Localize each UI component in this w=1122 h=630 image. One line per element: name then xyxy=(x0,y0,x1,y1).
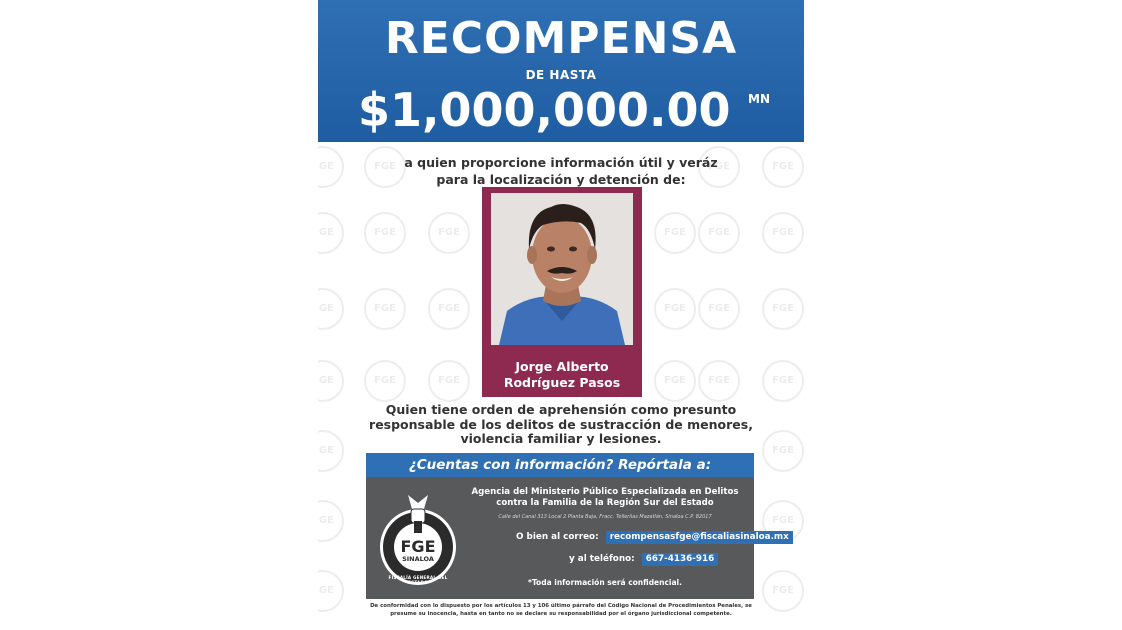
watermark-seal-icon xyxy=(318,212,344,254)
watermark-seal-icon xyxy=(698,360,740,402)
email-link[interactable]: recompensasfge@fiscaliasinaloa.mx xyxy=(606,531,793,544)
watermark-seal-icon xyxy=(318,288,344,330)
phone-row xyxy=(569,553,718,566)
watermark-seal-icon xyxy=(318,360,344,402)
seal-abbr: FGE xyxy=(400,537,436,556)
wanted-person-photo xyxy=(491,193,633,345)
name-line: Rodríguez Pasos xyxy=(503,375,621,390)
seal-state: SINALOA xyxy=(402,555,434,563)
agency-line: Agencia del Ministerio Público Especializada en Delitos xyxy=(471,487,739,497)
charge-line: responsable de los delitos de sustracción de menores, xyxy=(369,416,753,432)
watermark-seal-icon xyxy=(762,212,804,254)
legal-line: De conformidad con lo dispuesto por los artículos 13 y 106 último párrafo del Código Nacional de Procedimientos Penales, se xyxy=(370,603,752,609)
legal-disclaimer xyxy=(358,603,764,618)
confidential-note: *Toda información será confidencial. xyxy=(528,578,682,587)
email-label: O bien al correo: xyxy=(516,532,599,542)
intro-line: para la localización y detención de: xyxy=(436,172,686,187)
reward-poster xyxy=(318,0,804,630)
email-row xyxy=(516,531,793,544)
info-heading: ¿Cuentas con información? Repórtala a: xyxy=(366,453,754,477)
reward-subtitle: DE HASTA xyxy=(525,68,597,82)
watermark-seal-icon xyxy=(698,212,740,254)
charge-line: violencia familiar y lesiones. xyxy=(460,431,662,446)
wanted-photo-frame xyxy=(482,187,642,397)
reward-title: RECOMPENSA xyxy=(384,13,738,64)
watermark-seal-icon xyxy=(318,570,344,612)
watermark-seal-icon xyxy=(428,212,470,254)
reward-amount: $1,000,000.00 xyxy=(358,83,731,137)
watermark-seal-icon xyxy=(654,288,696,330)
agency-name xyxy=(466,487,744,509)
watermark-seal-icon xyxy=(364,212,406,254)
watermark-seal-icon xyxy=(364,288,406,330)
agency-line: contra la Familia de la Región Sur del Estado xyxy=(496,498,714,508)
watermark-seal-icon xyxy=(428,288,470,330)
fge-seal-logo xyxy=(378,491,458,587)
phone-link[interactable]: 667-4136-916 xyxy=(642,553,719,566)
watermark-seal-icon xyxy=(654,360,696,402)
reward-currency: MN xyxy=(748,92,770,106)
watermark-seal-icon xyxy=(654,212,696,254)
name-line: Jorge Alberto xyxy=(515,359,609,374)
legal-line: presume su inocencia, hasta en tanto no se declare su responsabilidad por el órgano jurisdiccional competente. xyxy=(390,610,732,617)
intro-text xyxy=(318,154,804,188)
watermark-seal-icon xyxy=(698,288,740,330)
wanted-person-name xyxy=(482,359,642,391)
phone-label: y al teléfono: xyxy=(569,554,635,564)
person-portrait-icon xyxy=(491,193,633,345)
watermark-seal-icon xyxy=(318,500,344,542)
charge-line: Quien tiene orden de aprehensión como presunto xyxy=(385,402,737,417)
watermark-seal-icon xyxy=(762,570,804,612)
watermark-seal-icon xyxy=(364,360,406,402)
watermark-seal-icon xyxy=(762,288,804,330)
seal-ring-text: FISCALÍA GENERAL DEL ESTADO xyxy=(388,575,448,585)
intro-line: a quien proporcione información útil y veráz xyxy=(404,155,718,170)
watermark-seal-icon xyxy=(762,360,804,402)
agency-address: Calle del Canal 313 Local 2 Planta Baja, Fracc. Telleríias Mazatlán, Sinaloa C.P. 82017 xyxy=(498,514,712,520)
watermark-seal-icon xyxy=(428,360,470,402)
charge-text xyxy=(318,403,804,447)
reward-header xyxy=(318,0,804,142)
contact-panel xyxy=(366,477,789,599)
